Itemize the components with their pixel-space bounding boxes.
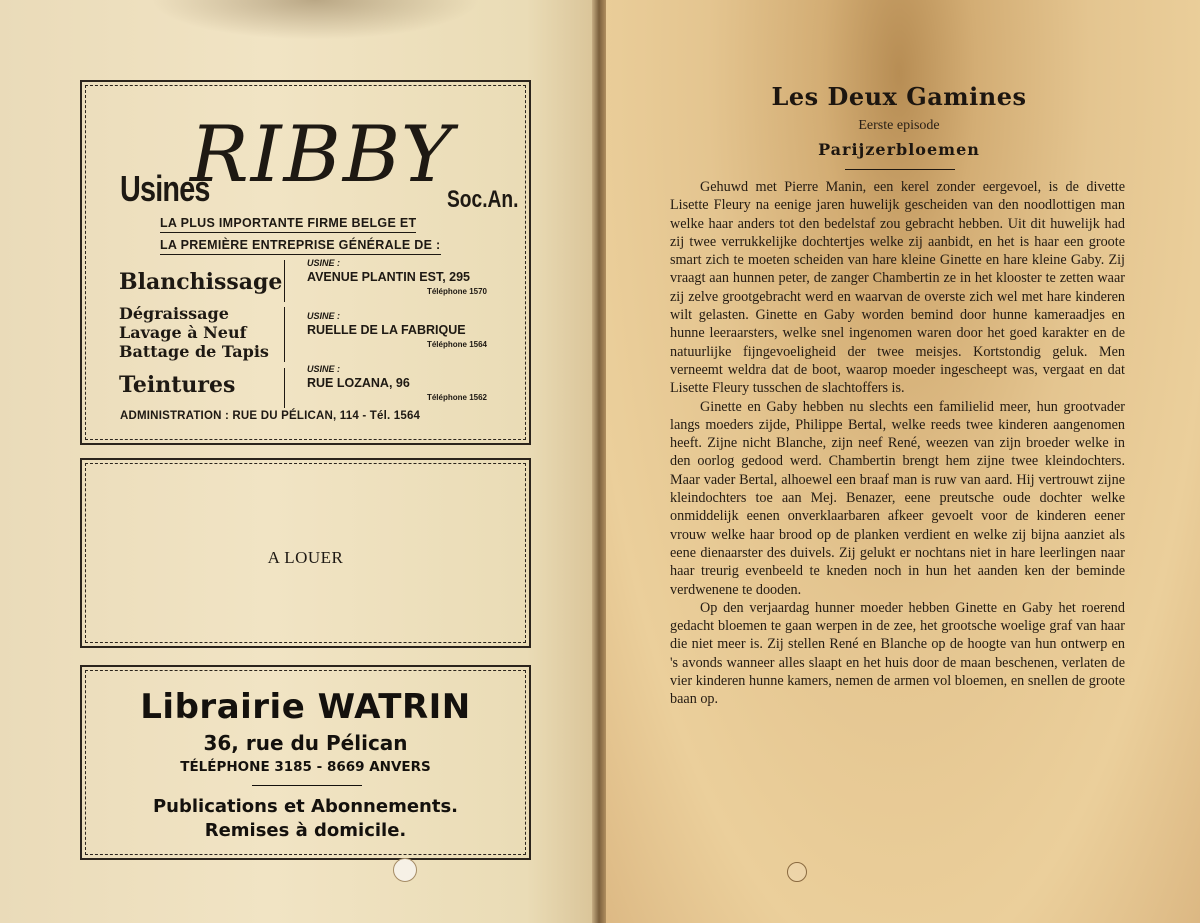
watrin-address: 36, rue du Pélican [203, 731, 408, 755]
a-louer-text: A LOUER [267, 548, 344, 567]
watrin-advertisement [80, 665, 531, 860]
story-subtitle: Parijzerbloemen [818, 140, 980, 159]
paper-stain [150, 0, 480, 40]
punch-hole [393, 858, 417, 882]
ribby-brand: RIBBY [190, 110, 455, 200]
usine-address: AVENUE PLANTIN EST, 295 [307, 270, 471, 284]
brace-line [284, 368, 285, 408]
watrin-delivery: Remises à domicile. [204, 820, 407, 841]
ribby-logo [112, 110, 519, 213]
usine-phone: Téléphone 1564 [426, 340, 487, 349]
usine-address: RUELLE DE LA FABRIQUE [307, 323, 466, 337]
service-degraissage: Dégraissage [119, 304, 229, 323]
story-body [670, 178, 1125, 709]
administration-address: ADMINISTRATION : RUE DU PÉLICAN, 114 - Tél. 1564 [120, 410, 421, 422]
punch-hole [787, 862, 807, 882]
watrin-publications: Publications et Abonnements. [152, 796, 458, 817]
brace-line [284, 260, 285, 302]
service-blanchissage: Blanchissage [119, 269, 283, 295]
usine-label: USINE : [307, 364, 341, 374]
usine-phone: Téléphone 1562 [426, 393, 487, 402]
tagline-1: LA PLUS IMPORTANTE FIRME BELGE ET [160, 216, 416, 233]
watrin-phone: TÉLÉPHONE 3185 - 8669 ANVERS [180, 759, 431, 775]
divider [252, 785, 362, 786]
usines-label: Usines [120, 168, 210, 209]
usine-phone: Téléphone 1570 [426, 287, 487, 296]
vacant-advertisement [80, 458, 531, 648]
brace-line [284, 307, 285, 362]
service-teintures: Teintures [119, 372, 236, 398]
book-gutter [592, 0, 606, 923]
usine-label: USINE : [307, 311, 341, 321]
watrin-title: Librairie WATRIN [140, 687, 471, 727]
service-group [119, 304, 269, 361]
usine-1 [307, 258, 487, 296]
story-episode: Eerste episode [858, 118, 940, 133]
service-lavage: Lavage à Neuf [119, 323, 247, 342]
tagline-2: LA PREMIÈRE ENTREPRISE GÉNÉRALE DE : [160, 238, 441, 255]
watrin-services [82, 795, 529, 843]
service-battage: Battage de Tapis [119, 342, 269, 361]
ribby-advertisement [80, 80, 531, 445]
story-paragraph: Op den verjaardag hunner moeder hebben Ginette en Gaby het roerend gedacht bloemen te gaan werpen in de zee, het grootsche woelige graf van haar die niet meer is. Zij stellen René en Blanche op de hoogte van hun ontwerp en 's avonds wanneer alles slaapt en het huis door de maan beschenen, verlaten de vier kinderen hunne kamers, nemen de armen vol bloemen, en snellen de groote baan op. [670, 599, 1125, 708]
story-paragraph: Ginette en Gaby hebben nu slechts een familielid meer, hun grootvader langs moeders zijde, Philippe Bertal, welke reeds twee kinderen aangenomen heeft. Zijne nicht Blanche, zijn neef René, weezen van zijn broeder welke in den oorlog gedood werd. Chambertin brengt hem zijne twee kleindochters. Maar vader Bertal, alhoewel een braaf man is ruw van aard. Hij vertrouwt zijne kleindochters toe aan Mej. Benazer, eene preutsche oude dochter welke onmiddelijk eenen onverklaarbaren afkeer gevoelt voor de kinderen eener vrouw welke haar brood op de planken verdient en welke zij bijna aanziet als eene dienaarster des duivels. Zij gelukt er nochtans niet in hare leerlingen naar haar treurig evenbeeld te kneden noch in hun het aanden ken der beminde verdwenene te dooden. [670, 398, 1125, 598]
story-paragraph: Gehuwd met Pierre Manin, een kerel zonder eergevoel, is de divette Lisette Fleury na eenige jaren huwelijk gescheiden van den noodlottigen man welke haar anders tot den bedelstaf zou gebracht hebben. Uit dit huwelijk had zij twee verrukkelijke dochtertjes welke zij aanbidt, en het is haar een groote smart zich te moeten scheiden van hare kleine Ginette en hare kleine Gaby. Zij vraagt aan hunnen peter, de zanger Chambertin ze in het klooster te zetten waar zij zelve grootgebracht werd en waarvan de overste zich wel met hare kinderen wilt gelasten. Ginette en Gaby worden bemind door hunne kameraadjes en hunne leeraarsters, welke snel ingenomen waren door het goed karakter en de natuurlijke fijngevoeligheid der twee meisjes. Kortstondig geluk. Men verneemt weldra dat de boot, waarop moeder ingescheept was, vergaat en dat Lisette Fleury tusschen de slachtoffers is. [670, 179, 1125, 397]
usine-2 [307, 311, 487, 349]
divider [845, 169, 955, 170]
soc-an-label: Soc.An. [447, 186, 519, 213]
story-title: Les Deux Gamines [771, 82, 1027, 111]
usine-address: RUE LOZANA, 96 [307, 376, 410, 390]
usine-3 [307, 364, 487, 402]
usine-label: USINE : [307, 258, 341, 268]
